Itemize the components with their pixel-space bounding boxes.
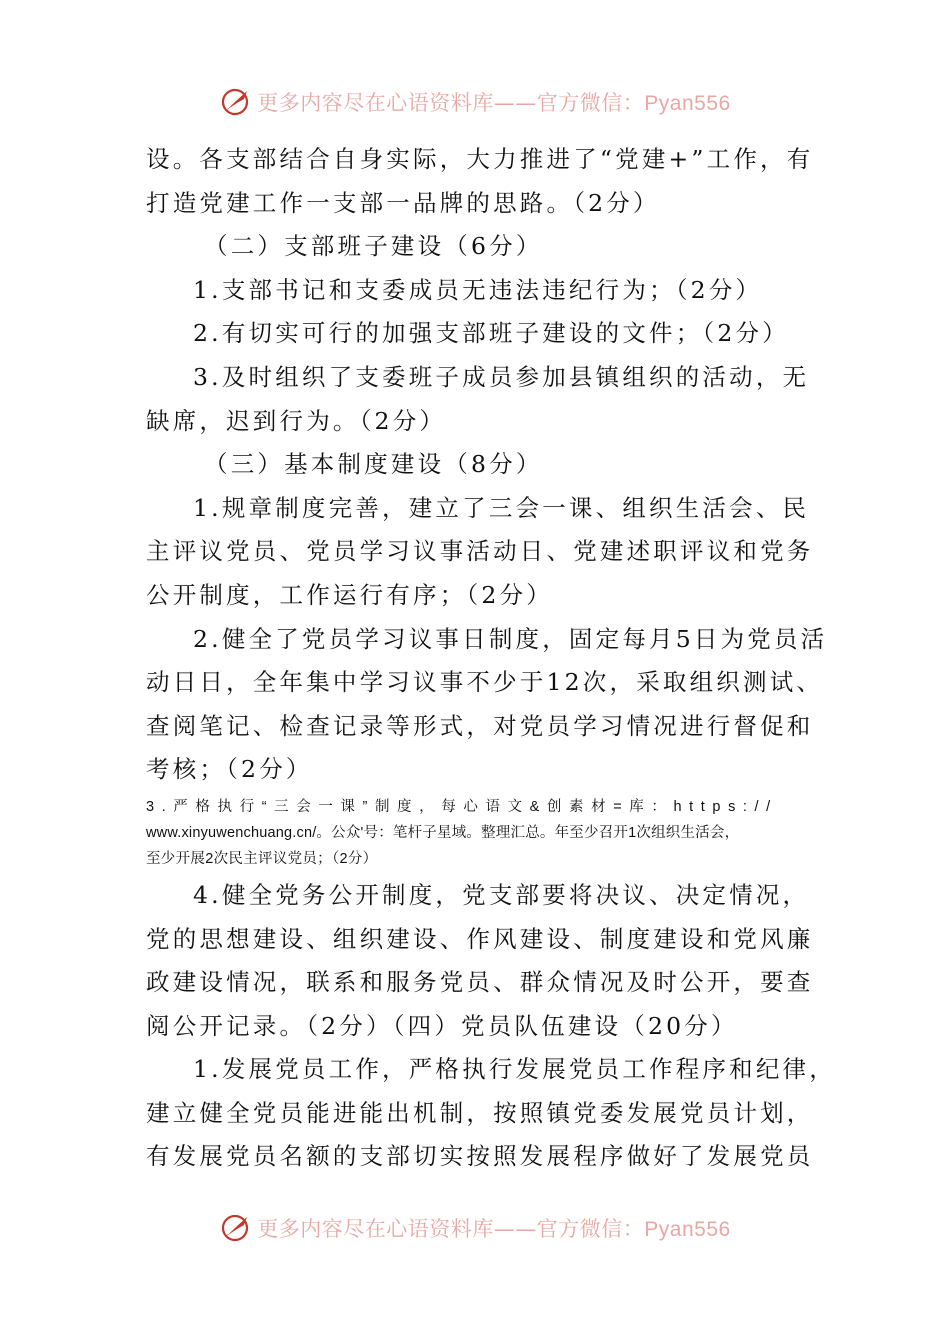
section-heading: （二）支部班子建设（6分）	[204, 232, 543, 261]
note-line: www.xinyuwenchuang.cn/。公众'号：笔杆子星域。整理汇总。年至少召开1次组织生活会，	[146, 824, 740, 841]
body-line: 2.有切实可行的加强支部班子建设的文件；（2分）	[193, 319, 789, 348]
document-body	[146, 138, 836, 1179]
header-banner	[0, 82, 950, 122]
body-line: 有发展党员名额的支部切实按照发展程序做好了发展党员	[146, 1142, 814, 1171]
body-line: 党的思想建设、组织建设、作风建设、制度建设和党风廉	[146, 924, 814, 953]
inserted-note	[146, 794, 818, 872]
banner-slogan: 更多内容尽在心语资料库——官方微信：	[257, 91, 645, 115]
banner-text	[257, 87, 730, 117]
body-line: 1.发展党员工作，严格执行发展党员工作程序和纪律，	[193, 1055, 836, 1084]
quill-logo-icon	[219, 1211, 253, 1245]
body-line: 政建设情况，联系和服务党员、群众情况及时公开，要查	[146, 968, 814, 997]
body-line: 1.支部书记和支委成员无违法违纪行为；（2分）	[193, 275, 763, 304]
body-line: 打造党建工作一支部一品牌的思路。（2分）	[146, 188, 660, 217]
body-line: 缺席，迟到行为。（2分）	[146, 406, 447, 435]
wechat-id: Pyan556	[644, 1218, 731, 1241]
wechat-id: Pyan556	[644, 92, 731, 115]
banner-text	[257, 1213, 730, 1243]
body-line: 阅公开记录。（2分）（四）党员队伍建设（20分）	[146, 1011, 738, 1040]
note-line: 3.严格执行“三会一课”制度，每心语文&创素材=库：https://	[146, 798, 778, 815]
body-line: 主评议党员、党员学习议事活动日、党建述职评议和党务	[146, 537, 814, 566]
body-line: 1.规章制度完善，建立了三会一课、组织生活会、民	[193, 493, 810, 522]
body-line: 建立健全党员能进能出机制，按照镇党委发展党员计划，	[146, 1098, 814, 1127]
banner-slogan: 更多内容尽在心语资料库——官方微信：	[257, 1217, 645, 1241]
body-line: 考核；（2分）	[146, 755, 313, 784]
body-line: 公开制度，工作运行有序；（2分）	[146, 580, 553, 609]
section-heading: （三）基本制度建设（8分）	[204, 450, 543, 479]
note-line: 至少开展2次民主评议党员；（2分）	[146, 850, 378, 867]
body-line: 查阅笔记、检查记录等形式，对党员学习情况进行督促和	[146, 711, 814, 740]
body-line: 2.健全了党员学习议事日制度，固定每月5日为党员活	[193, 624, 828, 653]
body-line: 4.健全党务公开制度，党支部要将决议、决定情况，	[193, 880, 810, 909]
body-line: 动日日，全年集中学习议事不少于12次，采取组织测试、	[146, 668, 824, 697]
body-line: 3.及时组织了支委班子成员参加县镇组织的活动，无	[193, 362, 810, 391]
quill-logo-icon	[219, 85, 253, 119]
body-line: 设。各支部结合自身实际，大力推进了“党建+”工作，有	[146, 145, 814, 173]
footer-banner	[0, 1208, 950, 1248]
